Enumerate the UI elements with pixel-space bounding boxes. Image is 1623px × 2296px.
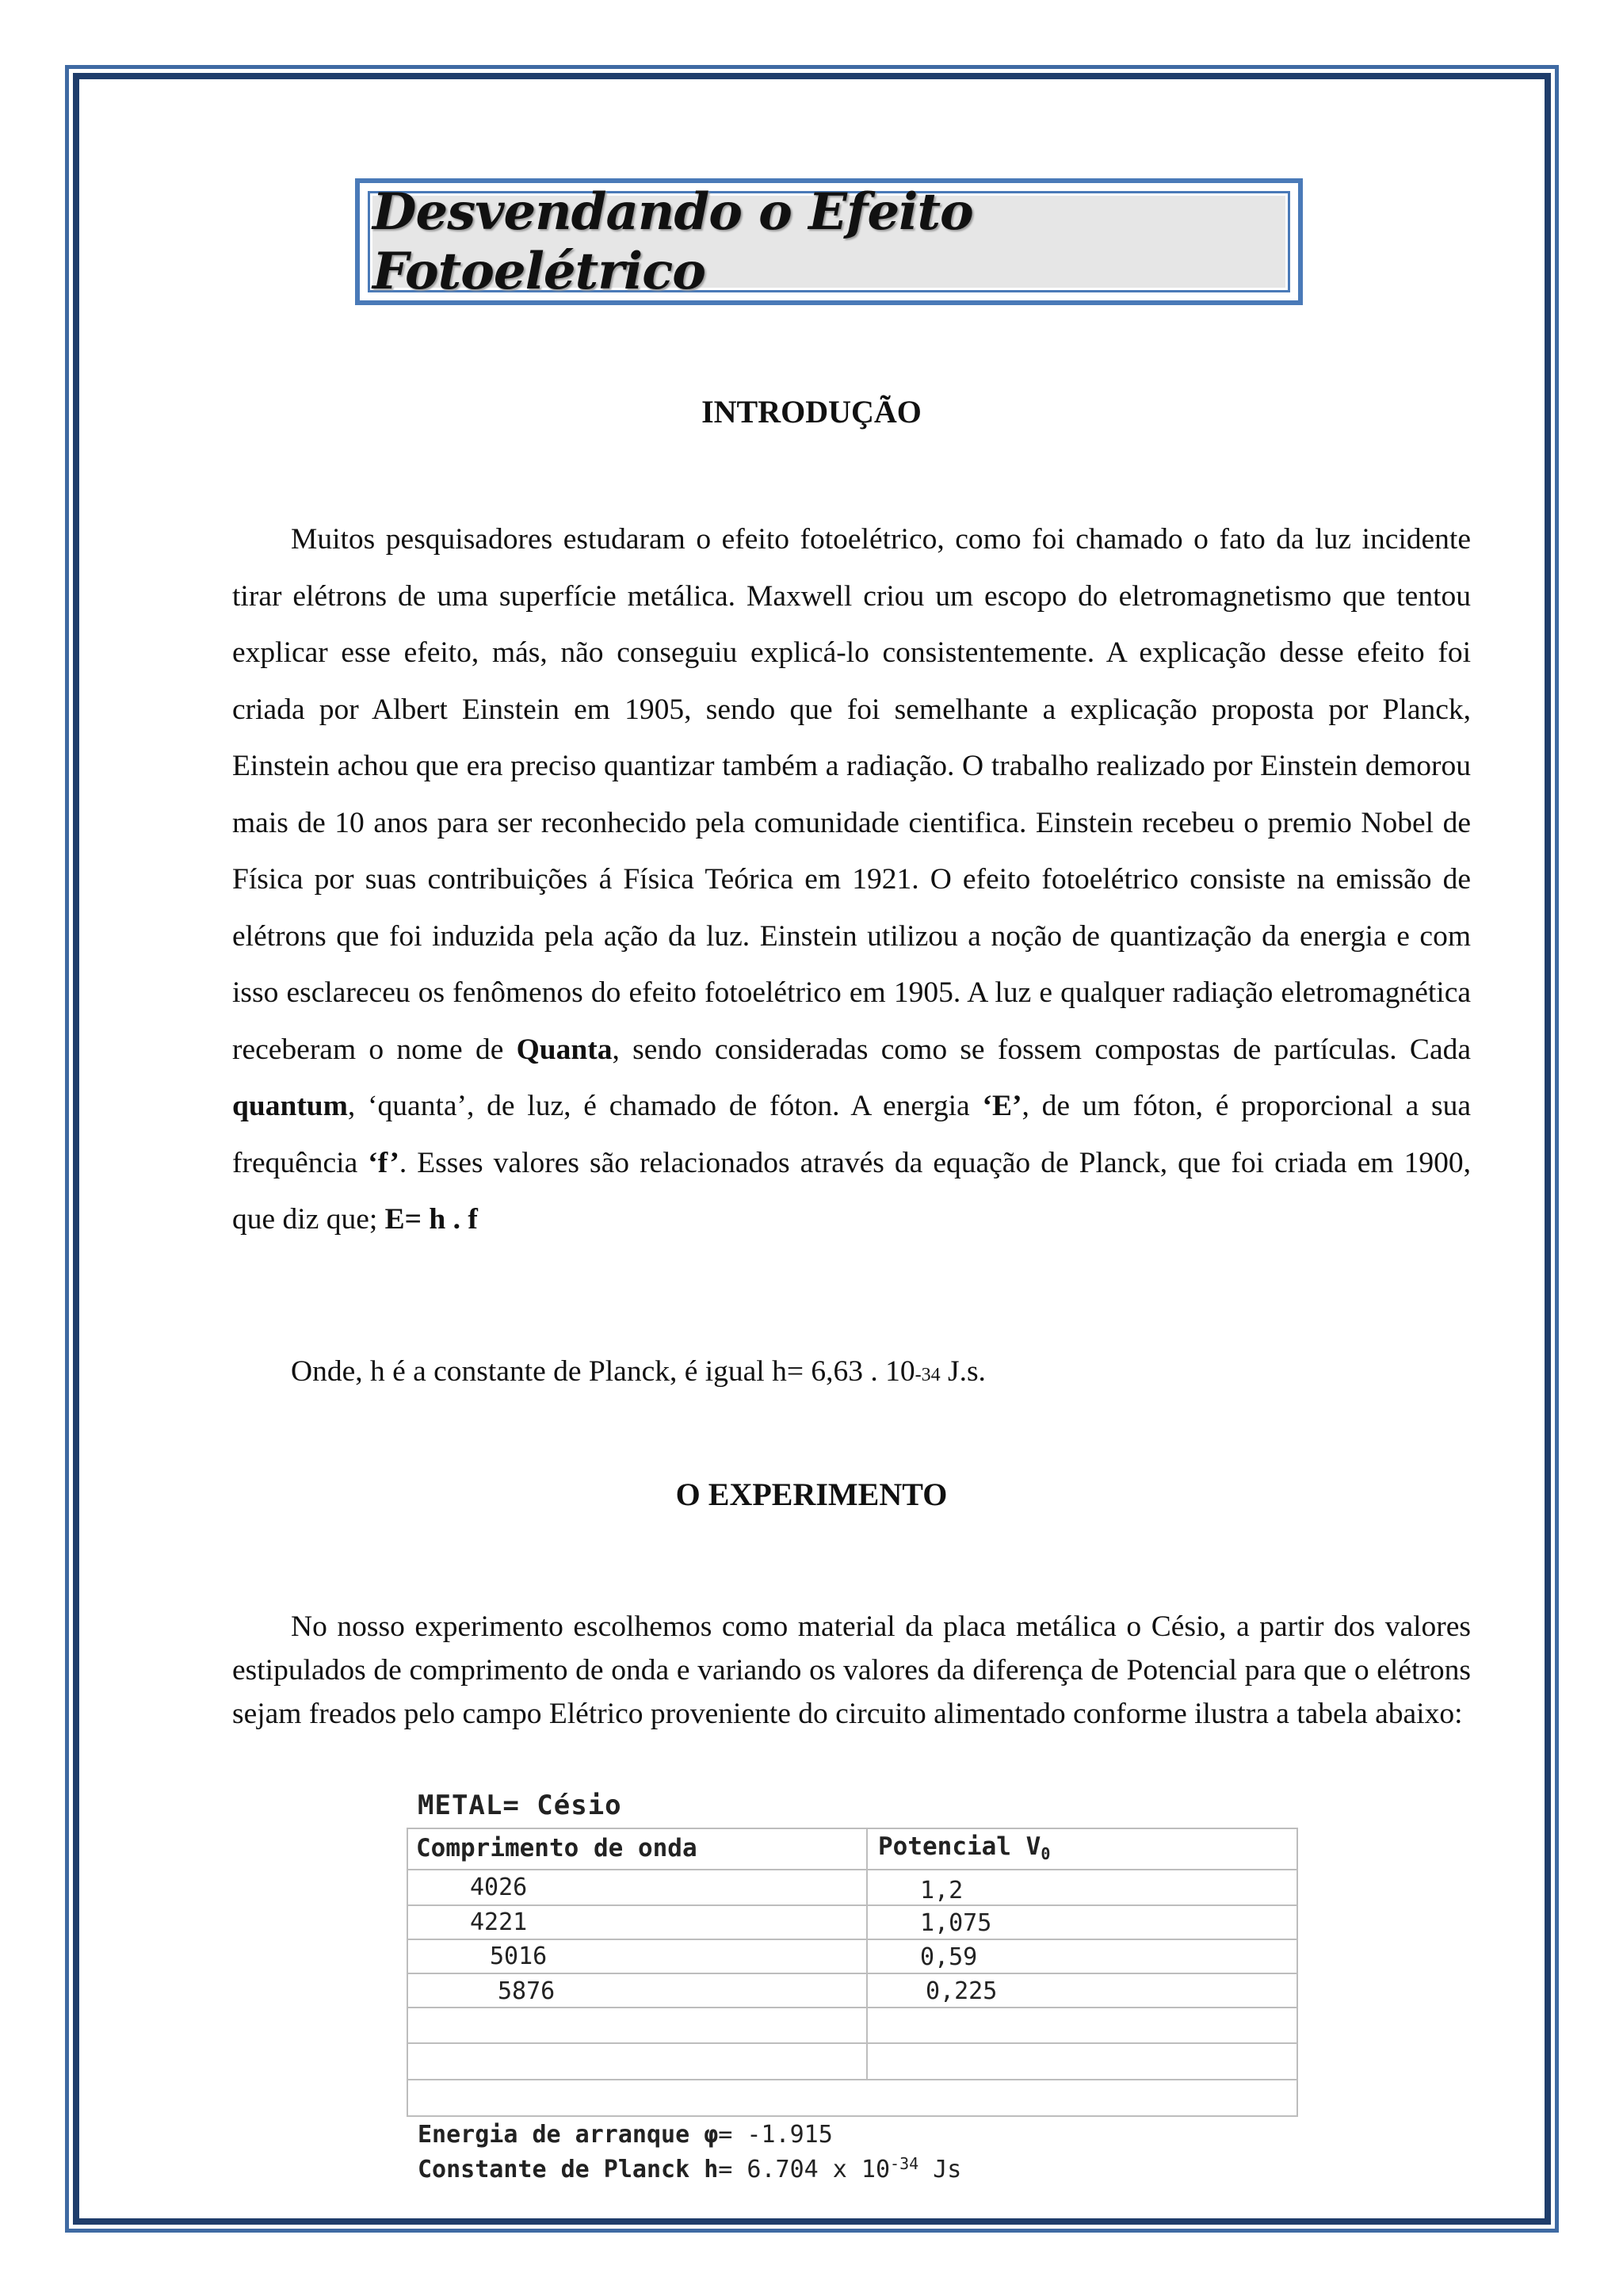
table-line xyxy=(407,1973,1298,1974)
intro-text-1: Muitos pesquisadores estudaram o efeito fotoelétrico, como foi chamado o fato da luz incidente tirar elétrons de uma superfície metálica. Maxwell criou um escopo do eletromagnetismo que tentou explicar esse efeito, más, não conseguiu explicá-lo consistentemente. A explicação desse efeito foi criada por Albert Einstein em 1905, sendo que foi semelhante a explicação proposta por Planck, Einstein achou que era preciso quantizar também a radiação. O trabalho realizado por Einstein demorou mais de 10 anos para ser reconhecido pela comunidade cientifica. Einstein recebeu o premio Nobel de Física por suas contribuições á Física Teórica em 1921. O efeito fotoelétrico consiste na emissão de elétrons que foi induzida pela ação da luz. Einstein utilizou a noção de quantização da energia e com isso esclareceu os fenômenos do efeito fotoelétrico em 1905. A luz e qualquer radiação eletromagnética receberam o nome de xyxy=(232,523,1471,1066)
planck-text: Onde, h é a constante de Planck, é igual h= 6,63 . 10 xyxy=(291,1355,915,1388)
potential-label: Potencial V xyxy=(878,1832,1041,1861)
paragraph-experiment: No nosso experimento escolhemos como material da placa metálica o Césio, a partir dos valores estipulados de comprimento de onda e variando os valores da diferença de Potencial para que o elétrons sejam freados pelo campo Elétrico proveniente do circuito alimentado conforme ilustra a tabela abaixo: xyxy=(232,1610,1471,1730)
planck-symbol: h xyxy=(704,2156,719,2183)
paragraph-introduction xyxy=(232,511,1471,1248)
planck-exponent: -34 xyxy=(915,1365,941,1385)
table-cell-potential: 1,2 xyxy=(920,1877,964,1904)
intro-bold-e: ‘E’ xyxy=(982,1090,1022,1122)
document-title: Desvendando o Efeito Fotoelétrico xyxy=(372,182,973,301)
title-box xyxy=(355,178,1303,305)
planck-unit-table: Js xyxy=(918,2156,962,2183)
table-cell-wavelength: 5876 xyxy=(498,1977,556,2005)
table-header-wavelength: Comprimento de onda xyxy=(416,1834,697,1862)
table-cell-wavelength: 5016 xyxy=(490,1943,548,1970)
table-cell-potential: 1,075 xyxy=(920,1909,992,1937)
table-grid xyxy=(407,1828,1298,2117)
intro-text-3: , ‘quanta’, de luz, é chamado de fóton. A energia xyxy=(347,1090,983,1122)
energy-symbol: φ xyxy=(704,2121,719,2149)
table-line xyxy=(407,2007,1298,2008)
intro-text-5: . Esses valores são relacionados através da equação de Planck, que foi criada em 1900, que diz que; xyxy=(232,1146,1471,1236)
intro-bold-quanta: Quanta xyxy=(516,1033,613,1066)
table-line xyxy=(407,1939,1298,1940)
intro-text-2: , sendo consideradas como se fossem compostas de partículas. Cada xyxy=(612,1033,1471,1066)
intro-bold-f: ‘f’ xyxy=(368,1146,399,1179)
table-line xyxy=(407,1869,1298,1870)
planck-label: Constante de Planck xyxy=(418,2156,690,2183)
planck-exponent-table: -34 xyxy=(890,2154,919,2173)
table-header-potential xyxy=(878,1832,1050,1863)
intro-text-4: , de um fóton, é proporcional a sua frequência xyxy=(232,1090,1471,1179)
table-line xyxy=(407,2042,1298,2044)
planck-value: = 6.704 x 10 xyxy=(718,2156,891,2183)
planck-unit: J.s. xyxy=(940,1355,986,1388)
table-line xyxy=(407,1904,1298,1906)
table-cell-wavelength: 4221 xyxy=(470,1908,528,1936)
planck-row xyxy=(418,2154,961,2183)
energy-label: Energia de arranque xyxy=(418,2121,690,2149)
results-table xyxy=(407,1790,1298,2183)
intro-equation: E= h . f xyxy=(384,1203,478,1236)
table-cell-wavelength: 4026 xyxy=(470,1874,528,1901)
table-metal-label: METAL= Césio xyxy=(418,1790,622,1821)
table-vline xyxy=(407,1828,408,2117)
table-vline xyxy=(866,1828,868,2079)
energy-row xyxy=(418,2121,833,2149)
table-line xyxy=(407,2115,1298,2117)
heading-experimento: O EXPERIMENTO xyxy=(675,1477,948,1512)
paragraph-planck-constant xyxy=(232,1343,1471,1404)
table-cell-potential: 0,59 xyxy=(920,1943,978,1971)
table-line xyxy=(407,1828,1298,1829)
table-cell-potential: 0,225 xyxy=(926,1977,998,2005)
energy-value: = -1.915 xyxy=(718,2121,833,2149)
table-line xyxy=(407,2079,1298,2080)
title-box-fill xyxy=(372,182,1285,301)
intro-bold-quantum: quantum xyxy=(232,1090,348,1122)
table-vline xyxy=(1296,1828,1298,2117)
heading-introducao: INTRODUÇÃO xyxy=(701,394,922,430)
potential-subscript: 0 xyxy=(1041,1844,1051,1863)
